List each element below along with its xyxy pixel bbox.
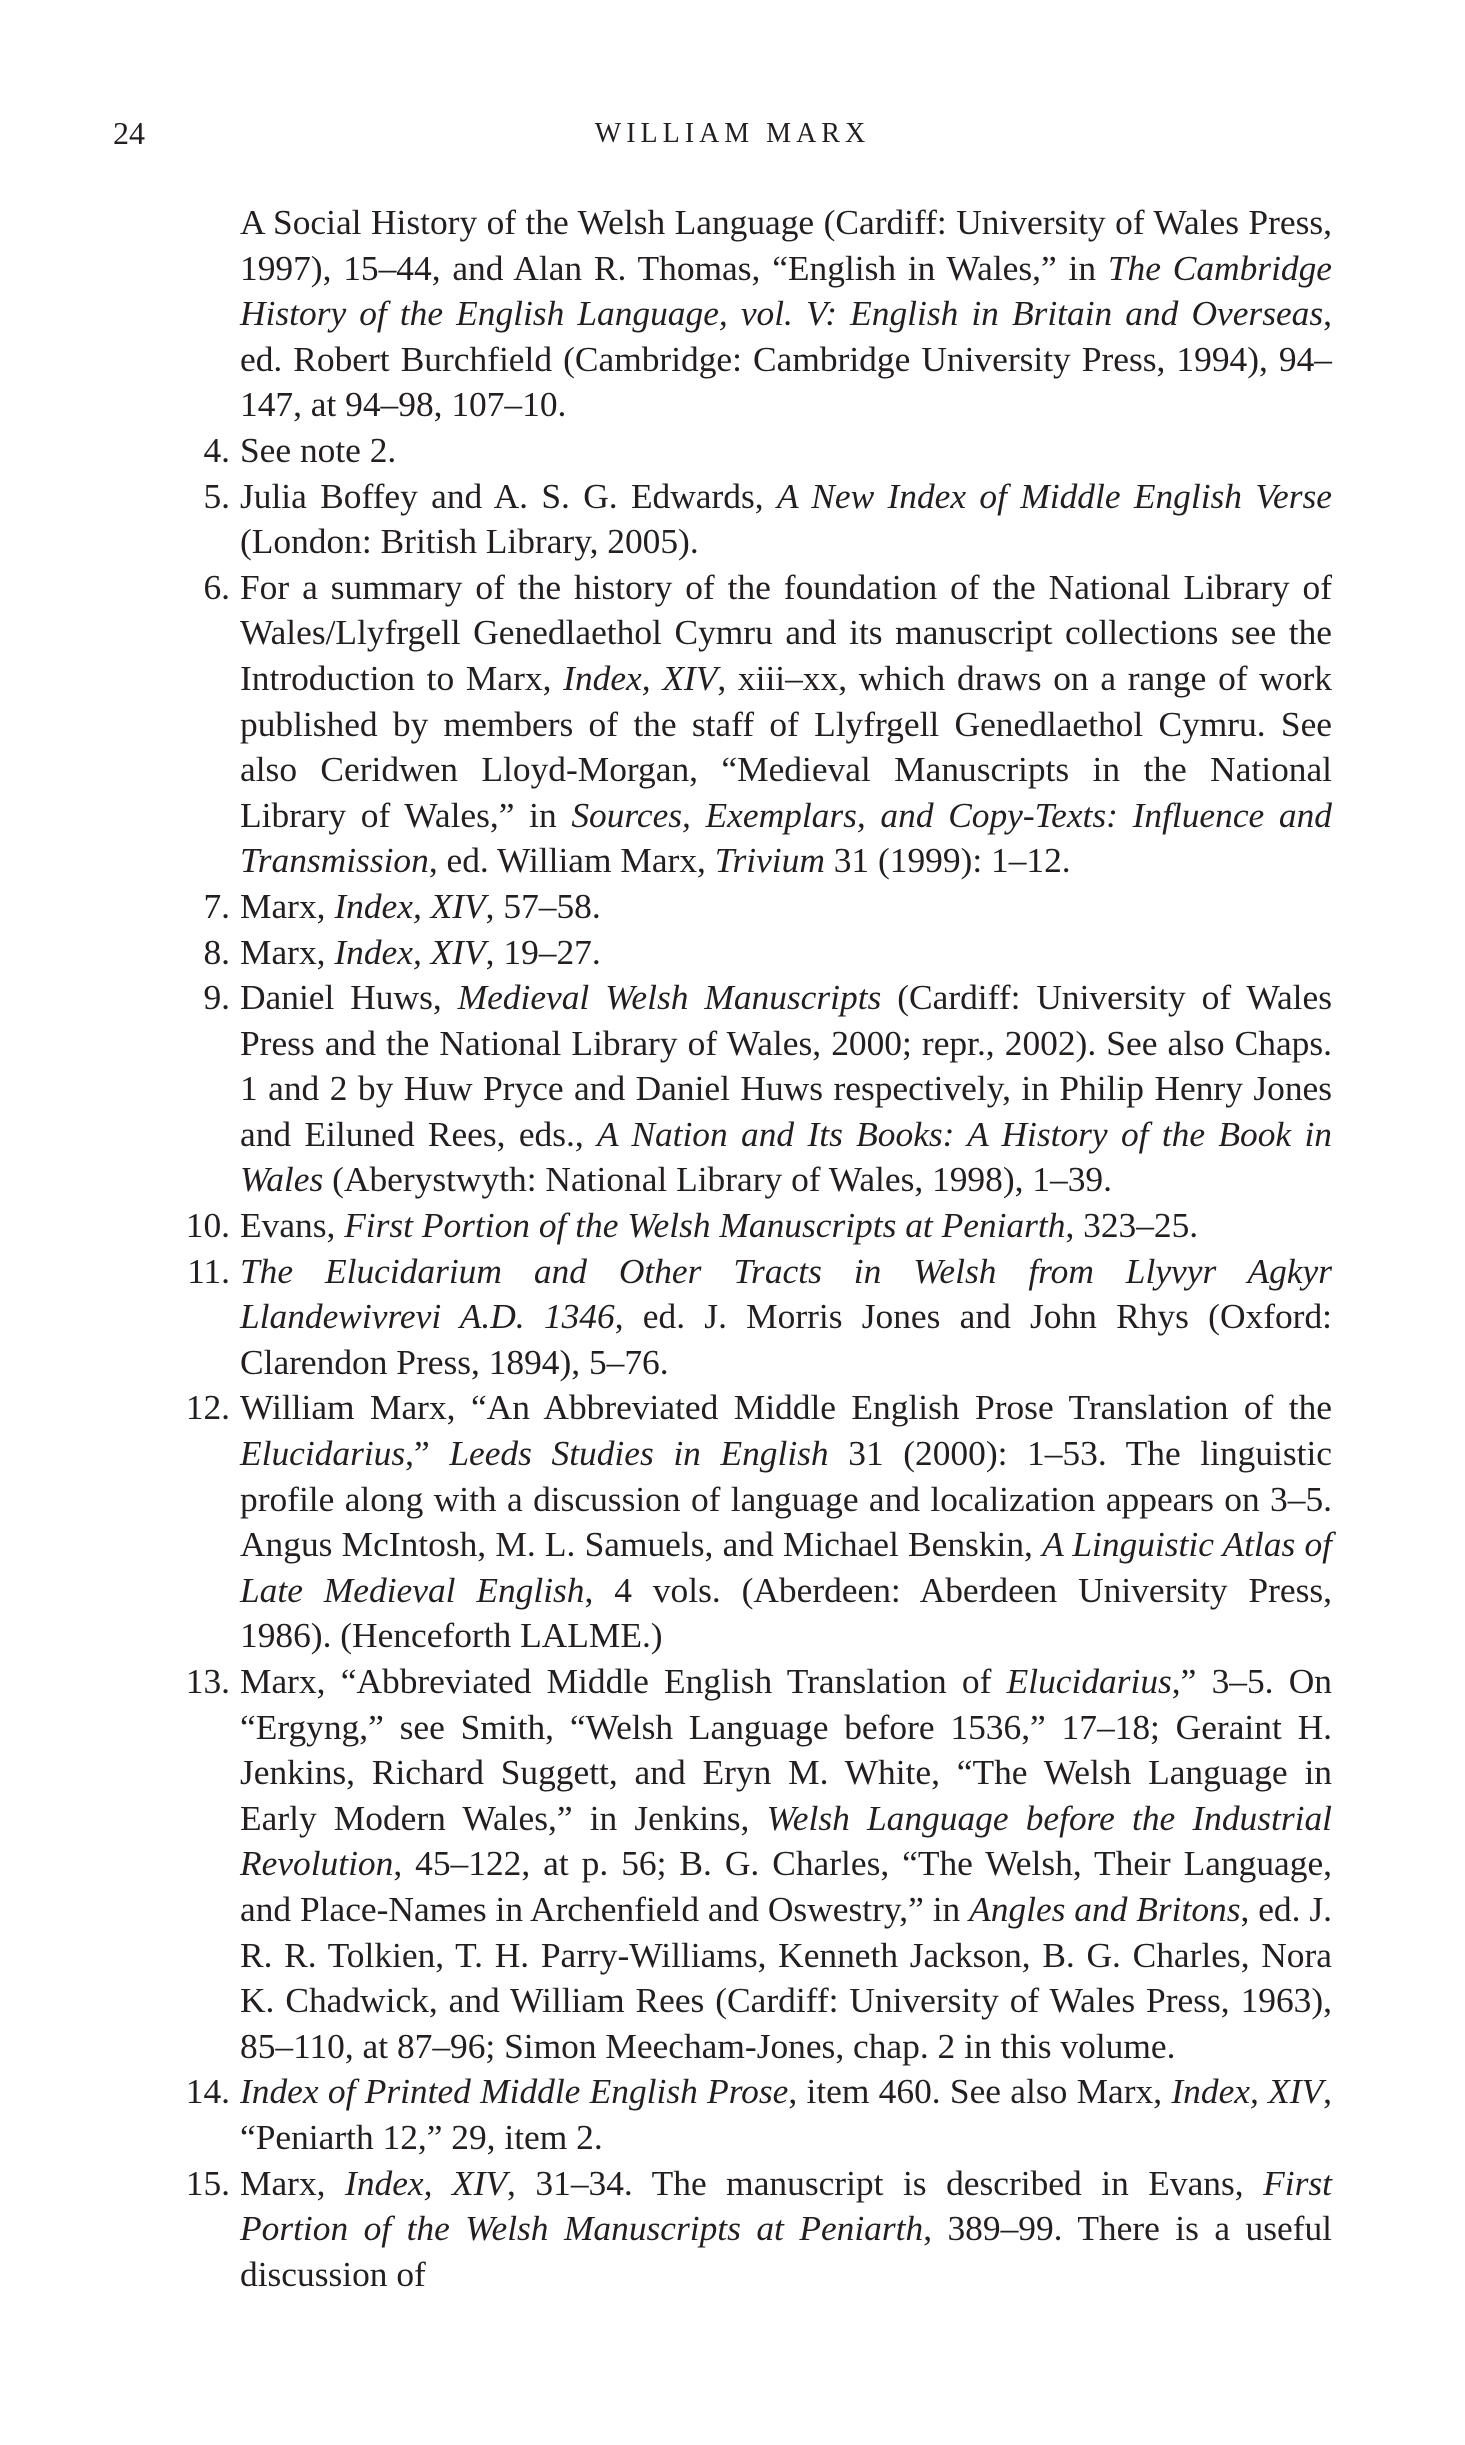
endnote-text-run: Marx, — [240, 2162, 346, 2203]
italic-title: First Portion of the Welsh Manuscripts at Peniarth — [344, 1205, 1066, 1246]
endnote-text-run: (Aberystwyth: National Library of Wales, 1998), 1–39. — [323, 1159, 1112, 1200]
endnote-text — [240, 1385, 1332, 1659]
italic-title: A New Index of Middle English Verse — [776, 475, 1332, 516]
endnote-text — [240, 200, 1332, 428]
endnote-text-run: Evans, — [240, 1205, 345, 1246]
endnote-text-run: , 57–58. — [485, 885, 601, 926]
italic-title: First Portion of the Welsh Manuscripts at Peniarth — [240, 2162, 1332, 2249]
endnote-text — [240, 474, 1332, 565]
endnote-text — [240, 565, 1332, 884]
endnote-text-run: Marx, — [240, 931, 335, 972]
endnote-number: 8. — [203, 931, 230, 972]
italic-title: A Nation and Its Books: A History of the Book in Wales — [240, 1113, 1332, 1200]
endnote-number: 7. — [203, 885, 230, 926]
endnote-number: 13. — [185, 1661, 230, 1701]
endnote — [150, 1659, 1332, 2069]
running-head: WILLIAM MARX — [594, 118, 871, 149]
endnote-text-run: (Cardiff: University of Wales Press and the National Library of Wales, 2000; repr., 2002). See also Chaps. 1 and 2 by Huw Pryce and Daniel Huws respectively, in Philip Henry Jones and Eiluned Rees, eds., — [240, 977, 1332, 1154]
endnote-text-run: 31 (2000): 1–53. The linguistic profile along with a discussion of language and localization appears on 3–5. Angus McIntosh, M. L. Samuels, and Michael Benskin, — [240, 1433, 1333, 1565]
italic-title: Medieval Welsh Manuscripts — [457, 977, 882, 1018]
endnote-text-run: Julia Boffey and A. S. G. Edwards, — [240, 475, 777, 516]
endnote-text-run: , ed. Robert Burchfield (Cambridge: Cambridge University Press, 1994), 94–147, at 94–98, 107–10. — [240, 293, 1332, 425]
italic-title: The Cambridge History of the English Language, vol. V: English in Britain and Overseas — [240, 247, 1332, 334]
endnote — [150, 930, 1332, 976]
endnote-text-run: , ed. J. Morris Jones and John Rhys (Oxford: Clarendon Press, 1894), 5–76. — [240, 1296, 1332, 1382]
endnote-number: 6. — [203, 566, 230, 607]
endnote — [150, 2161, 1332, 2298]
endnote-text — [240, 975, 1332, 1203]
endnote-text — [240, 1249, 1332, 1386]
endnote-text — [240, 428, 1332, 474]
italic-title: Sources, Exemplars, and Copy-Texts: Influence and Transmission — [240, 794, 1332, 881]
endnote — [150, 474, 1332, 565]
endnote — [150, 2069, 1332, 2160]
endnote — [150, 1385, 1332, 1659]
endnote-text-run: For a summary of the history of the foundation of the National Library of Wales/Llyfrgell Genedlaethol Cymru and its manuscript collections see the Introduction to Marx, — [240, 566, 1332, 698]
endnote — [150, 565, 1332, 884]
endnote-text-run: ,” 3–5. On “Ergyng,” see Smith, “Welsh Language before 1536,” 17–18; Geraint H. Jenkins, Richard Suggett, and Eryn M. White, “The Welsh Language in Early Modern Wales,” in Jenkins, — [240, 1661, 1332, 1838]
endnote-text — [240, 1659, 1332, 2069]
endnote-number: 14. — [185, 2071, 230, 2112]
page-number: 24 — [113, 115, 145, 151]
endnote-number: 5. — [203, 475, 230, 516]
italic-title: Index, XIV — [563, 657, 718, 698]
italic-title: Index of Printed Middle English Prose — [240, 2071, 789, 2112]
endnote-number: 12. — [185, 1387, 230, 1428]
endnote-text-run: , 45–122, at p. 56; B. G. Charles, “The Welsh, Their Language, and Place-Names in Archenfield and Oswestry,” in — [240, 1843, 1332, 1929]
italic-title: Index, XIV — [334, 885, 486, 926]
endnote — [150, 1203, 1332, 1249]
italic-title: Index, XIV — [1171, 2071, 1324, 2112]
endnote-number: 11. — [187, 1250, 230, 1291]
endnote-text-run: ,” — [405, 1433, 450, 1474]
italic-title: Elucidarius — [1006, 1661, 1172, 1701]
endnote — [150, 884, 1332, 930]
italic-title: Welsh Language before the Industrial Revolution — [240, 1797, 1332, 1884]
endnote-text-run: 31 (1999): 1–12. — [824, 840, 1071, 881]
italic-title: Leeds Studies in English — [449, 1433, 829, 1474]
endnote — [150, 1249, 1332, 1386]
endnote-text-run: , ed. J. R. R. Tolkien, T. H. Parry-Williams, Kenneth Jackson, B. G. Charles, Nora K. Chadwick, and William Rees (Cardiff: University of Wales Press, 1963), 85–110, at 87–96; Simon Meecham-Jones, chap. 2 in this volume. — [240, 1888, 1332, 2066]
italic-title: Elucidarius — [240, 1433, 406, 1474]
endnote-text-run: , ed. William Marx, — [428, 840, 715, 881]
endnote-text — [240, 930, 1332, 976]
italic-title: A Linguistic Atlas of Late Medieval English — [240, 1524, 1332, 1610]
endnote-text — [240, 1203, 1332, 1249]
endnote-text-run: Marx, “Abbreviated Middle English Translation of — [240, 1661, 1007, 1701]
endnote-text — [240, 884, 1332, 930]
endnote — [150, 200, 1332, 428]
endnote-text-run: See note 2. — [240, 429, 397, 470]
endnote-number: 4. — [203, 429, 230, 470]
endnote-text-run: William Marx, “An Abbreviated Middle English Prose Translation of the — [240, 1387, 1332, 1428]
endnote-text-run: , 4 vols. (Aberdeen: Aberdeen University Press, 1986). (Henceforth LALME.) — [240, 1569, 1332, 1656]
endnote-text — [240, 2069, 1332, 2160]
endnote-text-run: , 31–34. The manuscript is described in Evans, — [507, 2162, 1264, 2203]
endnote-text — [240, 2161, 1332, 2298]
endnotes-list — [150, 200, 1332, 2297]
italic-title: Trivium — [714, 840, 825, 881]
endnote-text-run: , 19–27. — [485, 931, 601, 972]
endnote — [150, 428, 1332, 474]
italic-title: Index, XIV — [345, 2162, 508, 2203]
endnote-number: 9. — [203, 977, 230, 1018]
endnote-text-run: (London: British Library, 2005). — [240, 521, 699, 562]
endnote-text-run: Marx, — [240, 885, 335, 926]
endnote-text-run: Daniel Huws, — [240, 977, 458, 1018]
endnote — [150, 975, 1332, 1203]
italic-title: Index, XIV — [334, 931, 486, 972]
endnote-text-run: , “Peniarth 12,” 29, item 2. — [240, 2071, 1332, 2157]
endnote-text-run: , 323–25. — [1065, 1205, 1199, 1246]
endnote-text-run: , item 460. See also Marx, — [788, 2071, 1172, 2112]
endnote-text-run: , 389–99. There is a useful discussion of — [240, 2208, 1332, 2294]
italic-title: The Elucidarium and Other Tracts in Welsh from Llyvyr Agkyr Llandewivrevi A.D. 1346 — [240, 1250, 1332, 1337]
italic-title: Angles and Britons — [969, 1888, 1241, 1929]
endnote-number: 10. — [185, 1205, 230, 1246]
endnote-text-run: A Social History of the Welsh Language (Cardiff: University of Wales Press, 1997), 15–44, and Alan R. Thomas, “English in Wales,” in — [240, 202, 1332, 288]
endnote-number: 15. — [185, 2162, 230, 2203]
endnote-text-run: , xiii–xx, which draws on a range of work published by members of the staff of Llyfrgell Genedlaethol Cymru. See also Ceridwen Lloyd-Morgan, “Medieval Manuscripts in the National Library of Wales,” in — [240, 657, 1333, 835]
